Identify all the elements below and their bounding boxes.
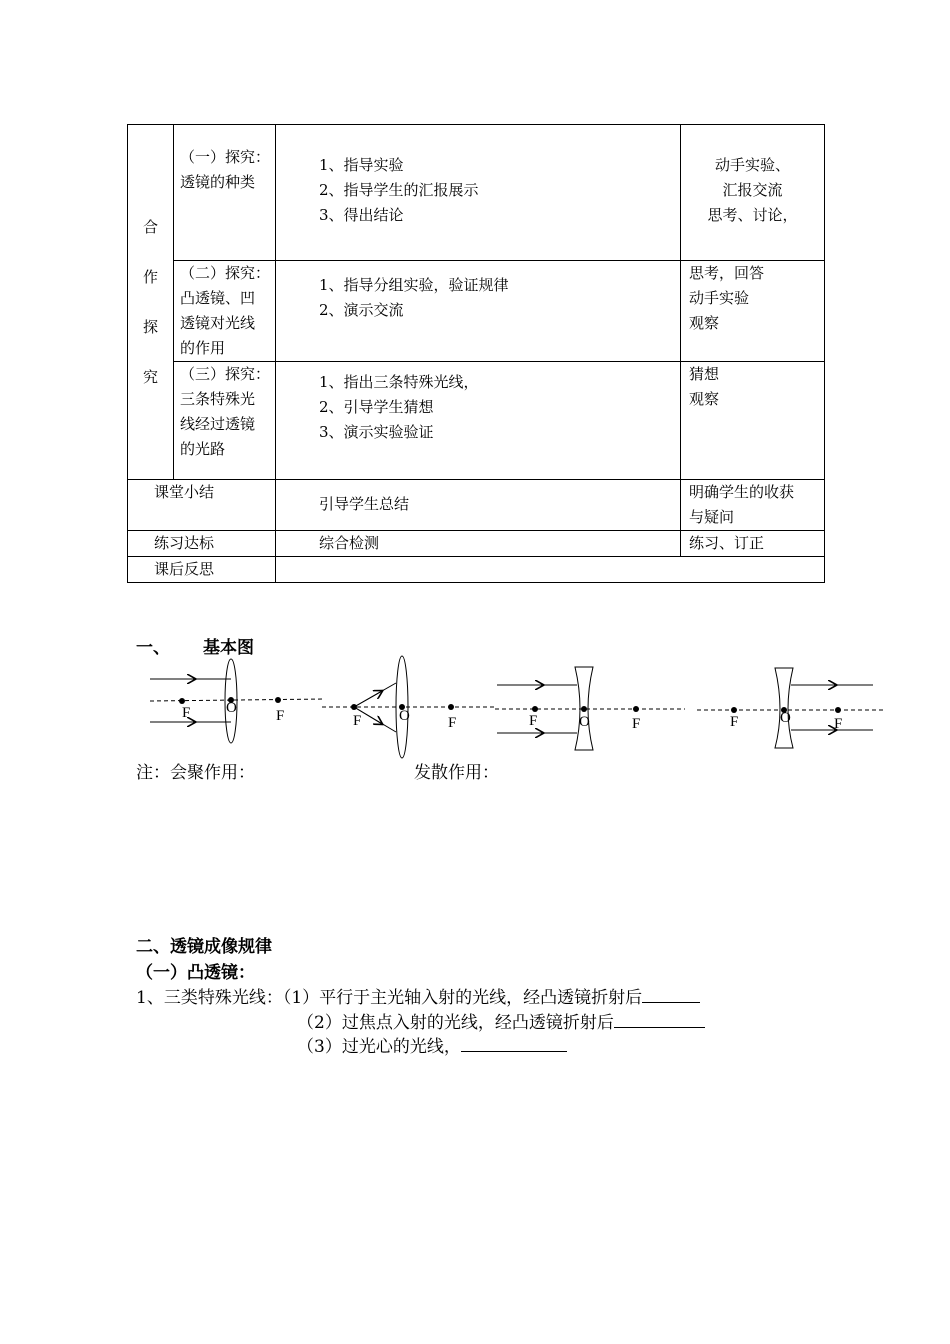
- topic-line: （二）探究：: [180, 264, 271, 282]
- student-line: 猜想: [689, 365, 720, 383]
- concave-parallel-diagram: [495, 667, 685, 750]
- focus-point: [633, 706, 639, 712]
- teacher-line: 3、演示实验验证: [319, 423, 434, 441]
- convex-focus-diagram: [322, 656, 495, 758]
- stage-char: 作: [142, 268, 158, 286]
- section2-subtitle: （一）凸透镜：: [136, 963, 255, 983]
- teacher-line: 1、指导实验: [319, 156, 404, 174]
- section1-title: 基本图: [203, 638, 254, 658]
- convex-parallel-diagram: [150, 659, 325, 743]
- topic-line: 凸透镜、凹: [180, 289, 256, 307]
- note-diverge: 发散作用：: [414, 763, 499, 783]
- reflection-label: 课后反思: [128, 557, 276, 583]
- topic-line: （一）探究：: [180, 148, 271, 166]
- student-line: 观察: [689, 390, 720, 408]
- center-label: O: [579, 714, 590, 730]
- student-line: 观察: [689, 314, 720, 332]
- section2-title: 二、透镜成像规律: [136, 937, 272, 957]
- student-line: 思考、讨论，: [707, 206, 798, 224]
- focus-label: F: [353, 713, 362, 729]
- section1-number: 一、: [136, 638, 170, 658]
- focus-point: [179, 698, 185, 704]
- teacher-line: 2、演示交流: [319, 301, 404, 319]
- ray-rule-1: [136, 983, 700, 1008]
- focus-label: F: [730, 714, 739, 730]
- focus-point: [275, 697, 281, 703]
- focus-label: F: [182, 705, 191, 721]
- student-cell: [681, 125, 825, 261]
- student-line: 动手实验、: [714, 156, 790, 174]
- student-line: 思考，回答: [689, 264, 765, 282]
- teacher-cell: [276, 125, 681, 261]
- ray1-text: （1）平行于主光轴入射的光线，经凸透镜折射后: [282, 988, 643, 1008]
- teacher-line: 2、指导学生的汇报展示: [319, 181, 479, 199]
- student-cell: [681, 261, 825, 362]
- teacher-line: 2、引导学生猜想: [319, 398, 434, 416]
- focus-point: [731, 707, 737, 713]
- teacher-line: 3、得出结论: [319, 206, 404, 224]
- focus-point: [532, 706, 538, 712]
- lesson-plan-table: [127, 124, 825, 583]
- student-cell: [681, 362, 825, 480]
- topic-cell: [174, 125, 276, 261]
- teacher-cell: [276, 362, 681, 480]
- focus-label: F: [448, 715, 457, 731]
- table-row: [128, 362, 825, 480]
- ray2-text: （2）过焦点入射的光线，经凸透镜折射后: [297, 1013, 614, 1033]
- ray-arrow-icon: [354, 691, 382, 707]
- topic-line: 的作用: [180, 339, 226, 357]
- topic-line: 的光路: [180, 440, 226, 458]
- center-label: O: [399, 708, 410, 724]
- ray-rule-2: [297, 1008, 705, 1033]
- topic-line: 透镜对光线: [180, 314, 256, 332]
- topic-cell: [174, 362, 276, 480]
- practice-label: 练习达标: [128, 531, 276, 557]
- practice-teacher: 综合检测: [276, 531, 681, 557]
- student-line: 动手实验: [689, 289, 750, 307]
- table-row: [128, 531, 825, 557]
- teacher-line: 1、指导分组实验，验证规律: [319, 276, 509, 294]
- item1-prefix: 1、三类特殊光线：: [136, 988, 283, 1008]
- focus-point: [351, 704, 357, 710]
- focus-point: [835, 707, 841, 713]
- table-row: [128, 557, 825, 583]
- summary-teacher: 引导学生总结: [276, 480, 681, 531]
- stage-label-cell: [128, 125, 174, 480]
- focus-point: [448, 704, 454, 710]
- practice-student: 练习、订正: [681, 531, 825, 557]
- answer-blank[interactable]: [614, 1009, 705, 1028]
- stage-char: 究: [142, 368, 158, 386]
- concave-focus-diagram: [697, 668, 885, 748]
- focus-label: F: [276, 708, 285, 724]
- summary-label: 课堂小结: [128, 480, 276, 531]
- topic-cell: [174, 261, 276, 362]
- topic-line: 透镜的种类: [180, 173, 256, 191]
- stage-char: 合: [142, 218, 158, 236]
- teacher-line: 1、指出三条特殊光线，: [319, 373, 479, 391]
- student-cell: [681, 480, 825, 531]
- table-row: [128, 261, 825, 362]
- center-label: O: [226, 700, 237, 716]
- reflection-empty: [276, 557, 825, 583]
- answer-blank[interactable]: [642, 984, 700, 1003]
- note-converge: 注：会聚作用：: [136, 763, 255, 783]
- answer-blank[interactable]: [461, 1033, 567, 1052]
- table-row: [128, 125, 825, 261]
- focus-label: F: [632, 716, 641, 732]
- stage-char: 探: [142, 318, 158, 336]
- center-label: O: [780, 710, 791, 726]
- student-line: 与疑问: [689, 508, 735, 526]
- topic-line: 线经过透镜: [180, 415, 256, 433]
- ray3-text: （3）过光心的光线，: [297, 1037, 461, 1057]
- lens-diagrams: [0, 650, 950, 760]
- optical-center-point: [581, 706, 587, 712]
- topic-line: （三）探究：: [180, 365, 271, 383]
- ray-rule-3: [297, 1032, 567, 1057]
- teacher-cell: [276, 261, 681, 362]
- focus-label: F: [834, 716, 843, 732]
- student-line: 明确学生的收获: [689, 483, 795, 501]
- table-row: [128, 480, 825, 531]
- student-line: 汇报交流: [722, 181, 783, 199]
- topic-line: 三条特殊光: [180, 390, 256, 408]
- focus-label: F: [529, 713, 538, 729]
